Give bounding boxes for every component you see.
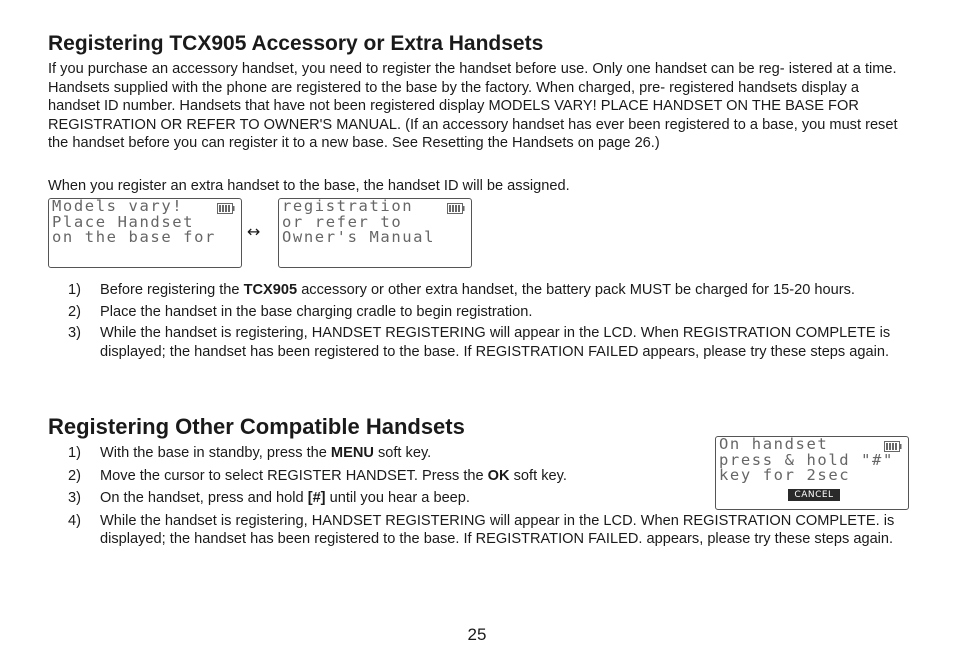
lcd-line: Models vary! xyxy=(52,198,184,215)
step-text-post: soft key. xyxy=(509,467,567,484)
step-text-pre: Before registering the xyxy=(100,282,244,298)
step-text: While the handset is registering, HANDSET REGISTERING will appear in the LCD. When REGISTRATION COMPLETE. is displayed; the handset has been registered to the base. If REGISTRATION FAILED. appears, please try these steps again. xyxy=(100,512,895,547)
section1-id-paragraph: When you register an extra handset to the base, the handset ID will be assigned. xyxy=(48,178,570,194)
step-number: 2) xyxy=(68,467,81,484)
lcd-line: Place Handset xyxy=(52,212,195,231)
list-item xyxy=(48,467,918,486)
step-number: 1) xyxy=(68,445,81,461)
step-text-post: soft key. xyxy=(373,445,432,461)
section2-steps xyxy=(48,444,918,553)
step-text-post: until you hear a beep. xyxy=(325,490,470,506)
step-number: 2) xyxy=(68,303,81,320)
double-arrow-icon: ↔ xyxy=(247,222,261,241)
battery-icon xyxy=(217,203,235,214)
lcd-line: Owner's Manual xyxy=(282,228,436,246)
step-text: Place the handset in the base charging cradle to begin registration. xyxy=(100,303,533,320)
step-text-bold: MENU xyxy=(330,445,374,461)
section1-intro-paragraph: If you purchase an accessory handset, you need to register the handset before use. Only one handset can be reg- istered at a time. Handsets supplied with the phone are registered to the base by the factory. When charged, pre- registered handsets display a handset ID number. Handsets that have not been registered display MODELS VARY! PLACE HANDSET ON THE BASE FOR REGISTRATION OR REFER TO OWNER'S MANUAL. (If an accessory handset has ever been registered to a base, you must reset the handset before you can register it to a new base. See Resetting the Handsets on page 26.) xyxy=(48,61,898,151)
section2-heading: Registering Other Compatible Handsets xyxy=(48,414,465,439)
lcd-line: key for 2sec xyxy=(719,466,851,484)
list-item xyxy=(48,489,918,508)
step-text-pre: Move the cursor to select REGISTER HANDSET. Press the xyxy=(100,467,488,484)
battery-icon xyxy=(447,203,465,214)
list-item xyxy=(48,303,908,322)
lcd-display-models-vary xyxy=(48,198,242,268)
list-item xyxy=(48,512,918,549)
lcd-line: registration xyxy=(282,198,414,215)
step-number: 3) xyxy=(68,325,81,341)
step-text: While the handset is registering, HANDSET REGISTERING will appear in the LCD. When REGISTRATION COMPLETE is displayed; the handset has been registered to the base. If REGISTRATION FAILED appears, please try these steps again. xyxy=(100,325,891,360)
lcd-cancel-softkey: CANCEL xyxy=(788,489,840,501)
lcd-line: On handset xyxy=(719,436,829,453)
step-number: 4) xyxy=(68,512,81,529)
step-text xyxy=(100,444,660,463)
step-number: 1) xyxy=(68,282,81,298)
list-item xyxy=(48,324,908,361)
step-number: 3) xyxy=(68,490,81,506)
step-text-bold: TCX905 xyxy=(243,282,298,298)
step-text-bold: OK xyxy=(487,467,510,484)
list-item xyxy=(48,444,918,463)
step-text xyxy=(100,489,660,508)
section1-steps xyxy=(48,281,908,364)
step-text-pre: On the handset, press and hold xyxy=(100,490,308,506)
step-text xyxy=(100,467,660,486)
lcd-display-registration xyxy=(278,198,472,268)
step-text-pre: With the base in standby, press the xyxy=(100,445,331,461)
list-item xyxy=(48,281,908,300)
step-text-post: accessory or other extra handset, the battery pack MUST be charged for 15-20 hours. xyxy=(297,282,855,298)
step-text-bold: [#] xyxy=(307,490,326,506)
step-text xyxy=(100,281,908,300)
section1-heading: Registering TCX905 Accessory or Extra Handsets xyxy=(48,32,544,55)
page-number: 25 xyxy=(467,625,487,644)
lcd-line: or refer to xyxy=(282,212,403,231)
lcd-line: on the base for xyxy=(52,228,216,246)
lcd-line: press & hold "#" xyxy=(719,450,894,469)
